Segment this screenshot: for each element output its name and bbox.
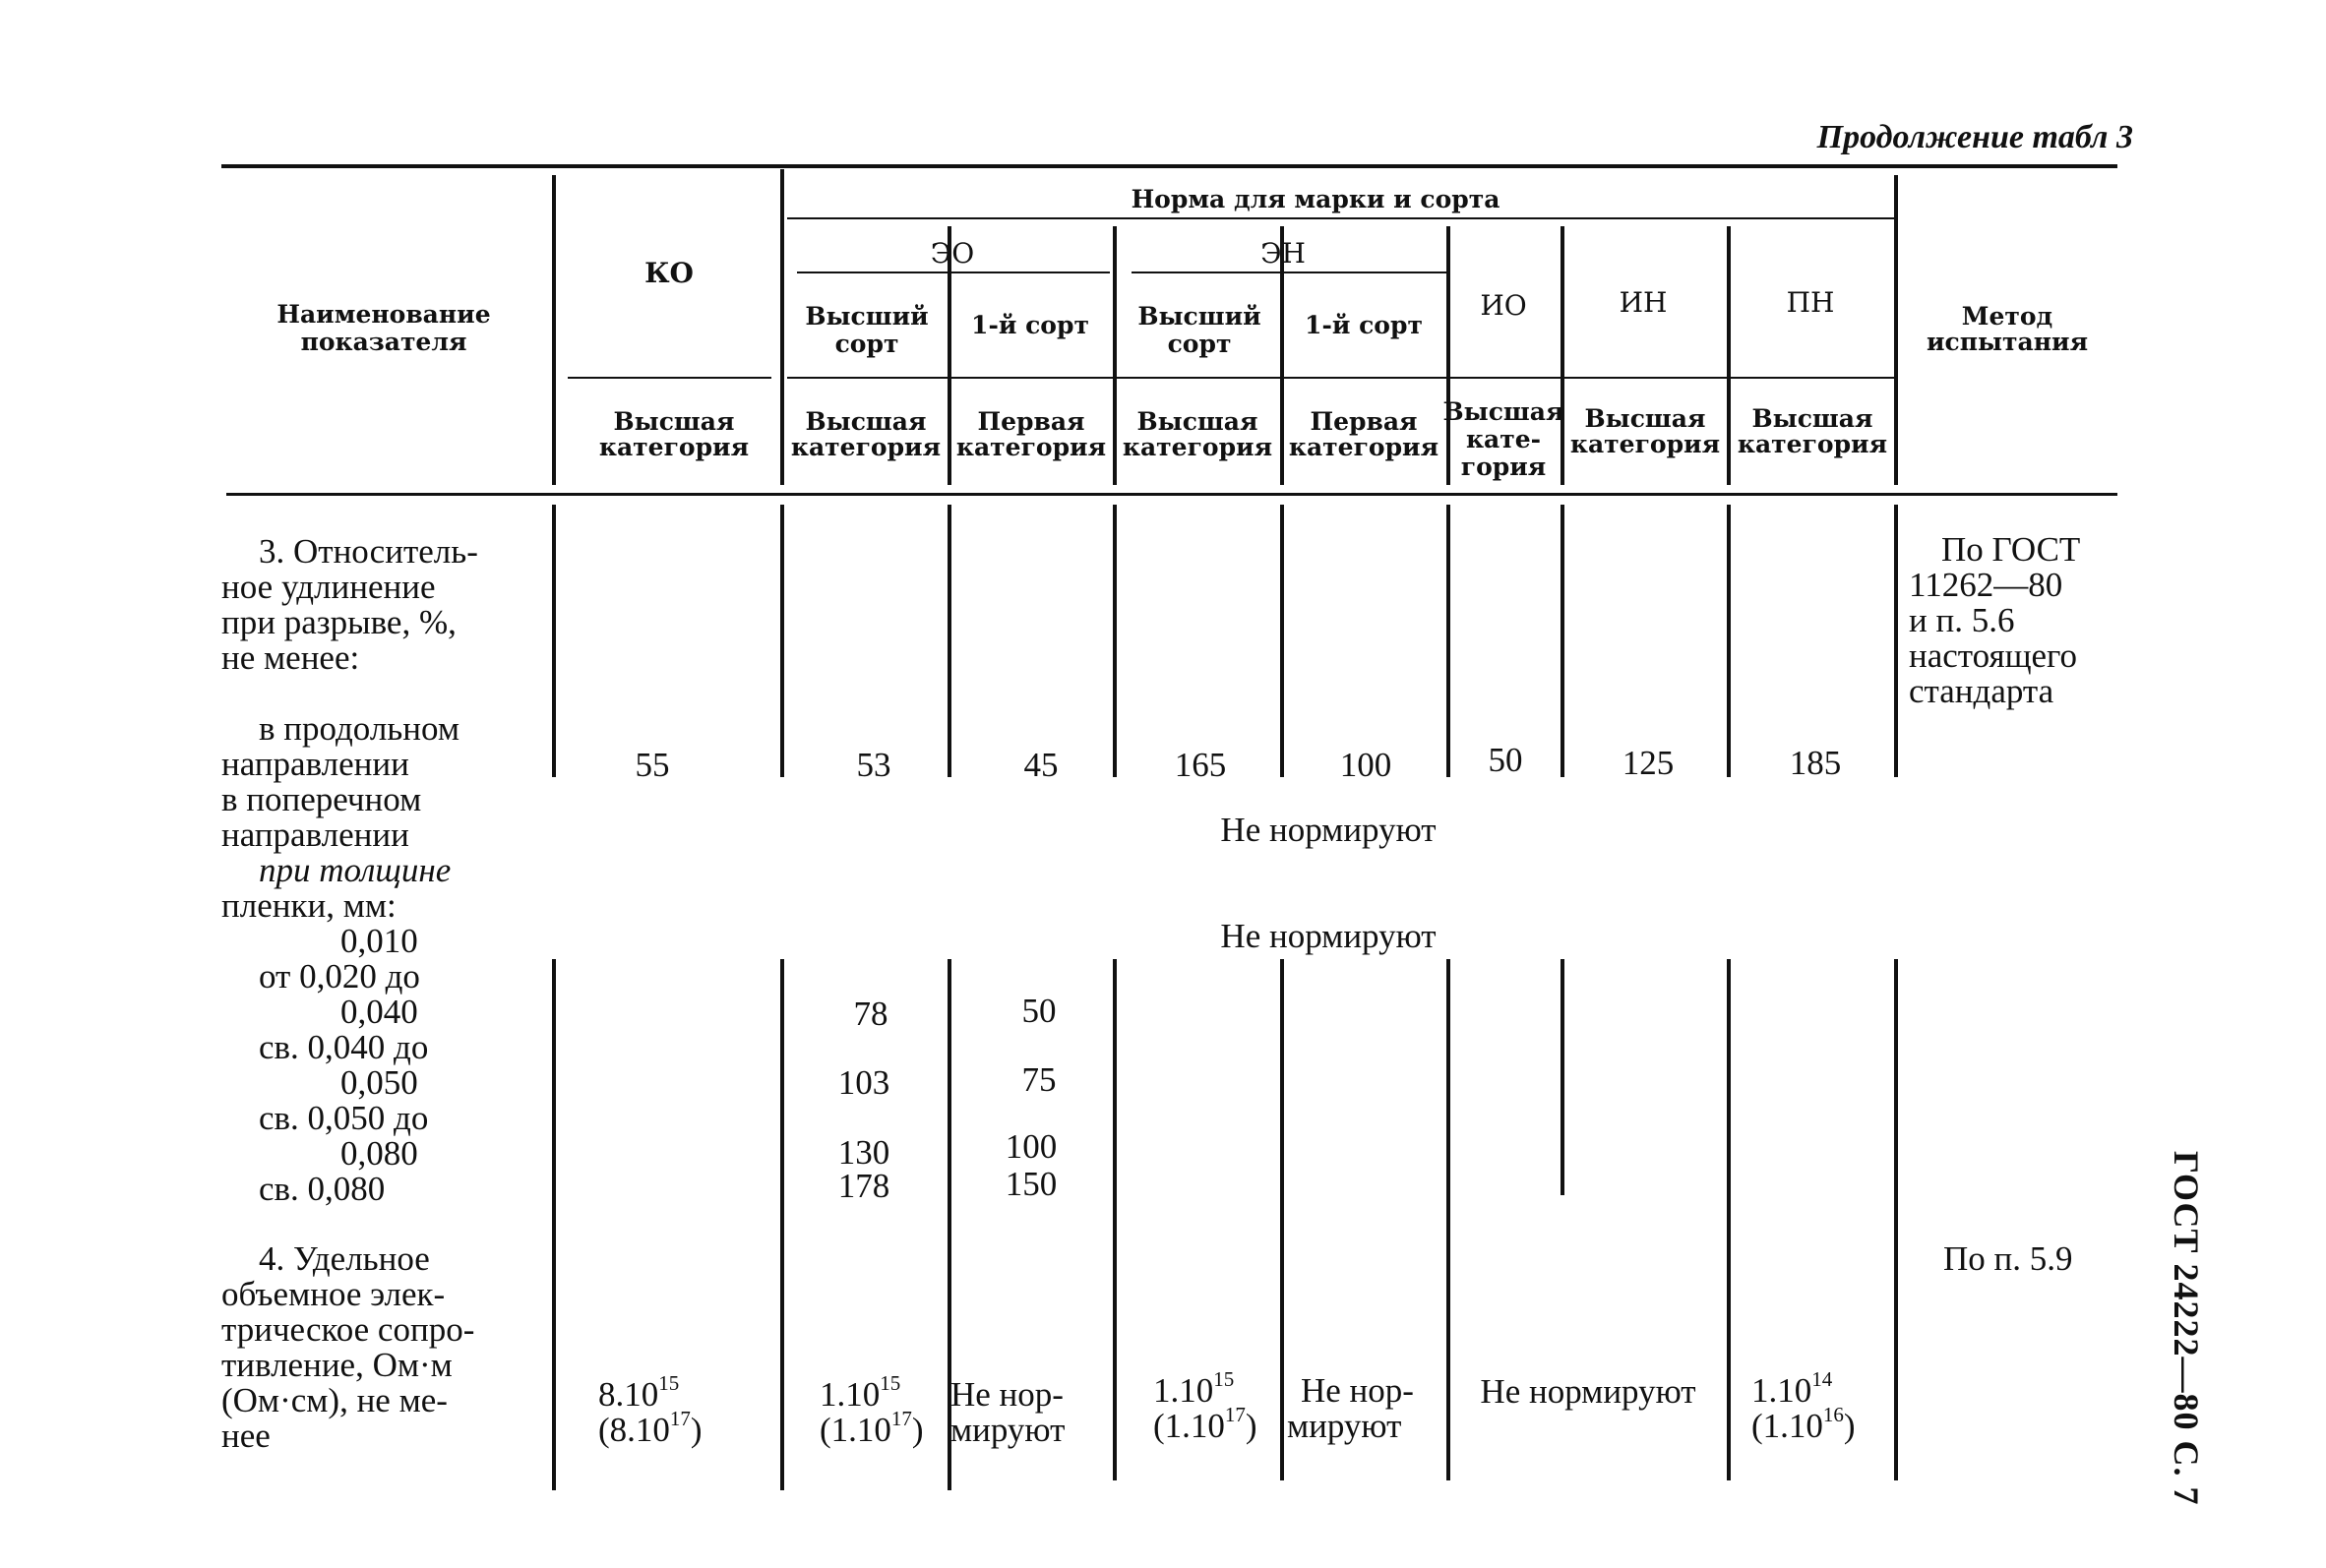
row4-name-5: (Ом·см), не ме-: [221, 1381, 448, 1419]
io-category: Высшая: [1442, 397, 1564, 426]
body-divider-8: [1727, 505, 1731, 777]
eo-top-thickness-1: 78: [853, 995, 888, 1033]
table-top-rule: [221, 164, 2117, 168]
longitudinal-eo-top-value: 53: [856, 746, 891, 784]
longitudinal-en-top-value: 165: [1174, 746, 1227, 784]
eo-top-thickness-4: 178: [837, 1167, 890, 1205]
indicator-name-header: Наименование: [276, 300, 491, 329]
eo-underline: [797, 271, 1110, 273]
row4-eo-top-value: [820, 1371, 901, 1414]
eo-first-category-2: категория: [955, 433, 1107, 461]
row4-eo-first-value: Не нор-: [950, 1375, 1064, 1414]
pn-header: ПН: [1786, 286, 1835, 319]
eo-top-category: Высшая: [805, 407, 927, 436]
eo-top-category-2: категория: [790, 433, 942, 461]
io-category-3: гория: [1460, 452, 1547, 481]
thickness-0010-value: Не нормируют: [1220, 917, 1437, 955]
eo-first-thickness-2: 75: [1021, 1060, 1057, 1099]
lower-divider-9: [1894, 959, 1898, 1480]
indicator-name-header-2: показателя: [300, 328, 467, 356]
row4-name-4: тивление, Ом·м: [221, 1346, 453, 1384]
row4-ko-value-2: [598, 1407, 703, 1449]
io-category-2: кате-: [1465, 425, 1542, 453]
row3-method-5: стандарта: [1909, 672, 2054, 710]
in-category: Высшая: [1584, 404, 1706, 433]
thickness-range-1: от 0,020 до: [259, 957, 420, 995]
body-divider-2: [780, 505, 784, 777]
row4-eo-top-paren: ): [911, 1411, 924, 1449]
body-divider-4: [1113, 505, 1117, 777]
row4-ko-exponent: 15: [658, 1371, 680, 1395]
row4-en-top-mantissa-2: (1.10: [1153, 1407, 1225, 1445]
in-header: ИН: [1619, 286, 1668, 319]
row4-pn-exponent: 14: [1811, 1367, 1833, 1391]
row4-pn-value: [1751, 1367, 1833, 1410]
lower-divider-2: [780, 959, 784, 1490]
header-divider-io-in: [1561, 226, 1564, 485]
thickness-range-2-2: 0,050: [340, 1063, 418, 1102]
pn-category: Высшая: [1751, 404, 1873, 433]
longitudinal-label: в продольном: [259, 709, 459, 748]
row3-method-4: настоящего: [1909, 636, 2078, 675]
eo-top-thickness-3: 130: [837, 1133, 890, 1172]
header-divider-in-pn: [1727, 226, 1731, 485]
row4-pn-exponent-2: 16: [1822, 1403, 1844, 1426]
en-first-category-2: категория: [1288, 433, 1439, 461]
thickness-label-2: пленки, мм:: [221, 886, 397, 925]
ko-category-2: категория: [598, 433, 750, 461]
transverse-label: в поперечном: [221, 780, 422, 818]
norm-group-header: Норма для марки и сорта: [1131, 185, 1500, 213]
row4-name: 4. Удельное: [259, 1239, 430, 1278]
en-grade-top-2: сорт: [1167, 330, 1232, 358]
row4-eo-top-exponent-2: 17: [890, 1407, 912, 1430]
body-divider-5: [1280, 505, 1284, 777]
row4-method: По п. 5.9: [1943, 1239, 2073, 1278]
lower-divider-6: [1446, 959, 1450, 1480]
in-category-2: категория: [1569, 430, 1721, 458]
vertical-page-note: ГОСТ 24222—80 С. 7: [2167, 1151, 2206, 1506]
thickness-label: при толщине: [259, 851, 452, 889]
longitudinal-in-value: 125: [1622, 744, 1675, 782]
longitudinal-pn-value: 185: [1789, 744, 1842, 782]
row4-eo-top-mantissa: 1.10: [820, 1375, 881, 1414]
eo-grade-top-2: сорт: [834, 330, 899, 358]
body-divider-3: [948, 505, 951, 777]
longitudinal-label-2: направлении: [221, 745, 409, 783]
lower-divider-4: [1113, 959, 1117, 1480]
en-top-category-2: категория: [1122, 433, 1273, 461]
eo-first-category: Первая: [977, 407, 1085, 436]
lower-divider-8: [1727, 959, 1731, 1480]
row4-en-first-value: Не нор-: [1301, 1371, 1414, 1410]
row3-method-2: 11262—80: [1909, 566, 2063, 604]
row4-ko-mantissa-2: (8.10: [598, 1411, 670, 1449]
row3-method-3: и п. 5.6: [1909, 601, 2015, 639]
lower-divider-1: [552, 959, 556, 1490]
en-grade-first: 1-й сорт: [1305, 311, 1423, 339]
row4-pn-mantissa: 1.10: [1751, 1371, 1812, 1410]
row3-name-4: не менее:: [221, 638, 360, 677]
method-header: Метод: [1961, 302, 2053, 331]
row4-ko-exponent-2: 17: [669, 1407, 691, 1430]
lower-divider-7: [1561, 959, 1564, 1195]
thickness-over-0080: св. 0,080: [259, 1170, 386, 1208]
longitudinal-eo-first-value: 45: [1023, 746, 1059, 784]
thickness-range-1-2: 0,040: [340, 993, 418, 1031]
row4-en-first-value-2: мируют: [1287, 1407, 1402, 1445]
row4-en-top-mantissa: 1.10: [1153, 1371, 1214, 1410]
body-divider-9: [1894, 505, 1898, 777]
norm-group-rule: [787, 217, 1897, 219]
row3-name-2: ное удлинение: [221, 568, 436, 606]
ko-header-rule: [568, 377, 771, 379]
row4-ko-value: [598, 1371, 680, 1414]
eo-first-thickness-1: 50: [1021, 992, 1057, 1030]
header-divider-en-io: [1446, 226, 1450, 485]
eo-first-thickness-3: 100: [1005, 1127, 1058, 1166]
running-title: Продолжение табл 3: [1816, 119, 2133, 155]
row4-pn-paren: ): [1843, 1407, 1856, 1445]
eo-first-thickness-4: 150: [1005, 1165, 1058, 1203]
row4-eo-first-value-2: мируют: [950, 1411, 1066, 1449]
row4-io-in-value: Не нормируют: [1480, 1372, 1696, 1411]
header-divider-eo-en: [1113, 226, 1117, 485]
row3-name: 3. Относитель-: [259, 532, 478, 571]
header-divider-ko-right: [780, 169, 784, 485]
row3-method: По ГОСТ: [1941, 530, 2081, 569]
ko-category: Высшая: [613, 407, 735, 436]
header-bottom-rule: [226, 493, 2117, 496]
row4-name-2: объемное элек-: [221, 1275, 446, 1313]
row4-name-3: трическое сопро-: [221, 1310, 475, 1349]
row4-en-top-paren: ): [1245, 1407, 1257, 1445]
thickness-range-3-2: 0,080: [340, 1134, 418, 1173]
row4-ko-paren: ): [690, 1411, 703, 1449]
row4-eo-top-value-2: [820, 1407, 924, 1449]
longitudinal-io-value: 50: [1488, 741, 1523, 779]
thickness-0010: 0,010: [340, 922, 418, 960]
row4-pn-mantissa-2: (1.10: [1751, 1407, 1823, 1445]
transverse-value: Не нормируют: [1220, 811, 1437, 849]
method-header-2: испытания: [1926, 328, 2089, 356]
transverse-label-2: направлении: [221, 815, 409, 854]
en-first-category: Первая: [1310, 407, 1418, 436]
en-grade-top: Высший: [1137, 302, 1261, 331]
body-divider-1: [552, 505, 556, 777]
body-divider-7: [1561, 505, 1564, 777]
header-divider-ko-left: [552, 175, 556, 485]
row4-en-top-value-2: [1153, 1403, 1257, 1445]
row4-en-top-exponent-2: 17: [1224, 1403, 1246, 1426]
row3-name-3: при разрыве, %,: [221, 603, 457, 641]
header-divider-method: [1894, 175, 1898, 485]
lower-divider-5: [1280, 959, 1284, 1480]
row4-en-top-exponent: 15: [1213, 1367, 1235, 1391]
body-divider-6: [1446, 505, 1450, 777]
row4-eo-top-mantissa-2: (1.10: [820, 1411, 891, 1449]
longitudinal-ko-value: 55: [635, 746, 670, 784]
row4-en-top-value: [1153, 1367, 1235, 1410]
row4-name-6: нее: [221, 1417, 271, 1455]
en-top-category: Высшая: [1136, 407, 1258, 436]
en-underline: [1132, 271, 1446, 273]
thickness-range-2: св. 0,040 до: [259, 1028, 429, 1066]
row4-ko-mantissa: 8.10: [598, 1375, 659, 1414]
ko-header: КО: [644, 257, 694, 289]
io-header: ИО: [1480, 289, 1527, 322]
thickness-range-3: св. 0,050 до: [259, 1099, 429, 1137]
row4-pn-value-2: [1751, 1403, 1856, 1445]
longitudinal-en-first-value: 100: [1339, 746, 1392, 784]
row4-eo-top-exponent: 15: [880, 1371, 901, 1395]
eo-header: ЭО: [930, 237, 975, 270]
pn-category-2: категория: [1737, 430, 1888, 458]
eo-grade-first: 1-й сорт: [971, 311, 1089, 339]
eo-top-thickness-2: 103: [837, 1063, 890, 1102]
en-header: ЭН: [1260, 237, 1306, 270]
eo-grade-top: Высший: [805, 302, 929, 331]
